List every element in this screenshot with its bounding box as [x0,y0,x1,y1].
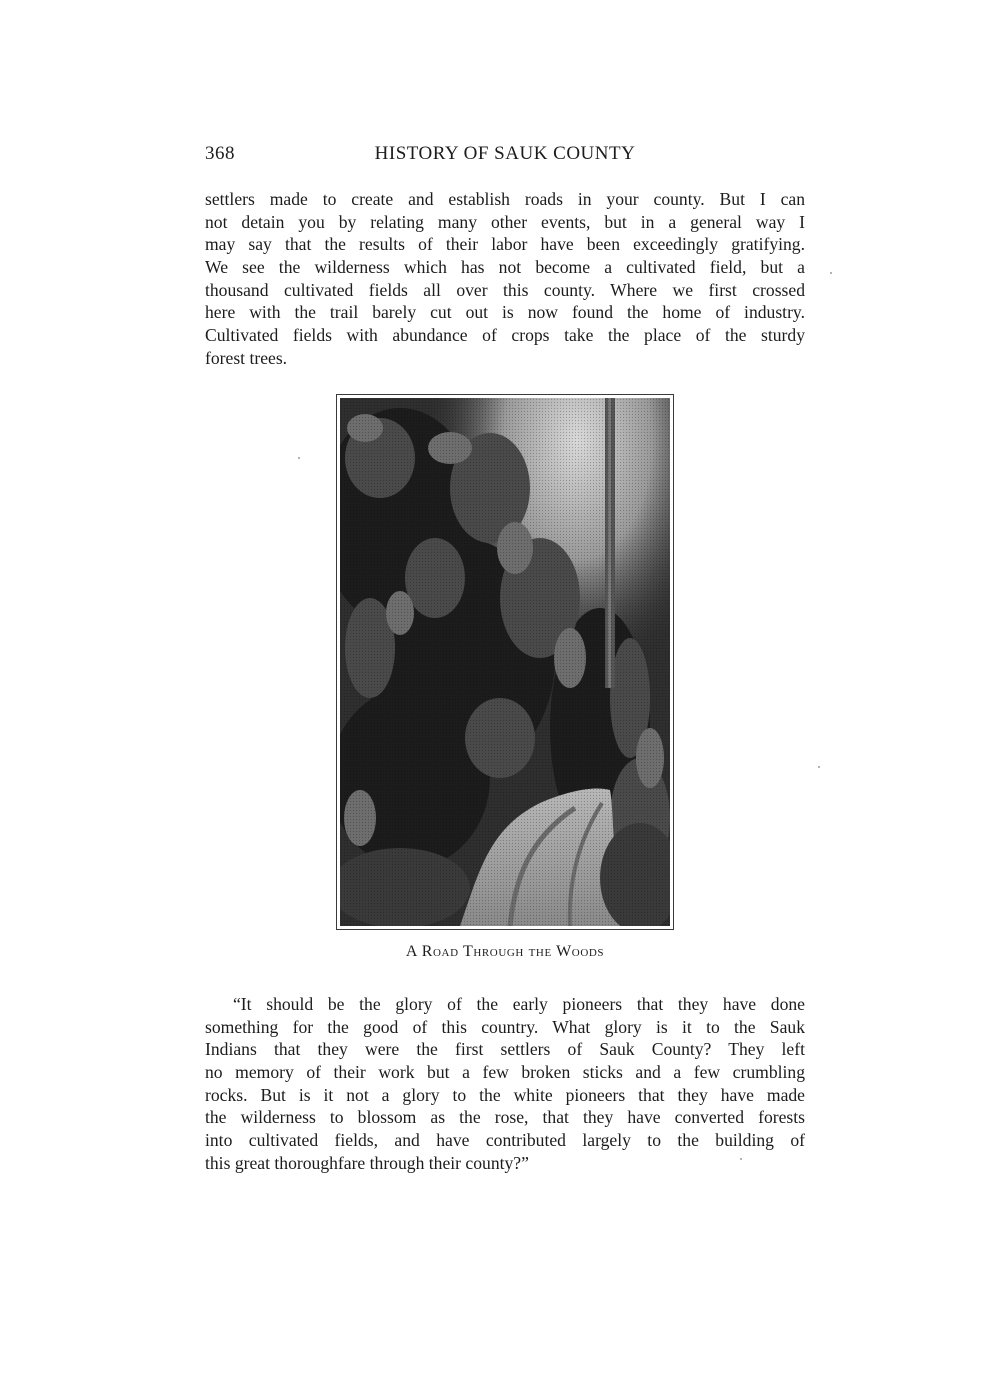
page-number: 368 [205,143,235,164]
text-line: Indians that they were the first settlers of Sauk County? They left [205,1039,805,1060]
text-line: the wilderness to blossom as the rose, that they have converted forests [205,1107,805,1128]
paragraph-bottom [205,993,805,1175]
text-line: into cultivated fields, and have contributed largely to the building of [205,1130,805,1151]
text-line: Cultivated fields with abundance of crops take the place of the sturdy [205,325,805,346]
paragraph-top [205,188,805,370]
text-line: here with the trail barely cut out is now found the home of industry. [205,302,805,323]
paper-speck [740,1158,742,1160]
woods-road-photo [340,398,670,926]
text-line: settlers made to create and establish roads in your county. But I can [205,189,805,209]
woods-road-illustration [340,398,670,926]
text-line: no memory of their work but a few broken sticks and a few crumbling [205,1062,805,1083]
figure-caption: A Road Through the Woods [405,943,605,960]
paper-speck [830,272,832,274]
text-line: not detain you by relating many other events, but in a general way I [205,211,805,232]
text-line: thousand cultivated fields all over this county. Where we first crossed [205,279,805,300]
paper-speck [298,457,300,459]
text-line: this great thoroughfare through their county?” [205,1152,529,1173]
text-line: rocks. But is it not a glory to the white pioneers that they have made [205,1084,805,1105]
text-line: We see the wilderness which has not become a cultivated field, but a [205,257,805,278]
text-line: forest trees. [205,347,288,368]
text-line: may say that the results of their labor have been exceedingly gratifying. [205,234,805,255]
running-head [205,143,805,169]
photograph-figure [336,394,674,930]
paper-speck [818,766,820,768]
text-line: something for the good of this country. What glory is it to the Sauk [205,1016,805,1037]
page-title: HISTORY OF SAUK COUNTY [374,143,636,164]
text-line: “It should be the glory of the early pioneers that they have done [233,994,805,1014]
